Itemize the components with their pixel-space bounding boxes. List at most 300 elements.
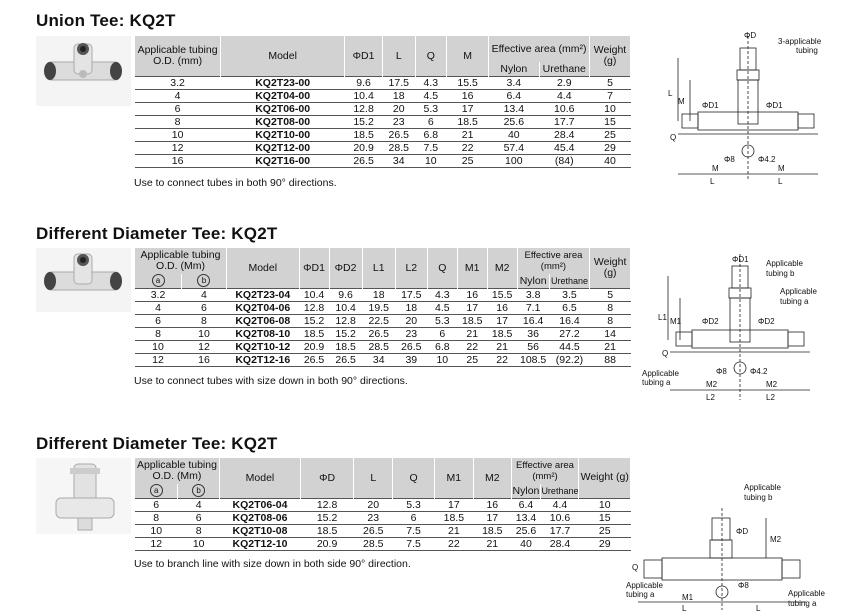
table-cell: (84) <box>539 154 589 167</box>
header-a-cell <box>135 484 178 498</box>
header-tubing: Applicable tubing O.D. (Mm) <box>135 458 220 484</box>
table-cell: 10 <box>135 128 221 141</box>
model-cell: KQ2T04-00 <box>221 89 345 102</box>
table-cell: 23 <box>354 511 393 524</box>
table-cell: 15.5 <box>447 76 489 89</box>
table-cell: 4.3 <box>415 76 447 89</box>
label-tubing-a-2: tubing a <box>642 378 671 387</box>
table-cell: 40 <box>489 128 539 141</box>
header-b-cell <box>178 484 219 498</box>
header-urethane: Urethane <box>549 274 590 288</box>
dim-q: Q <box>632 563 639 572</box>
header-d2: ΦD2 <box>329 248 362 288</box>
header-m2: M2 <box>487 248 517 288</box>
table-cell: 17 <box>447 102 489 115</box>
table-cell: 17.7 <box>539 115 589 128</box>
table-cell: 18.5 <box>301 524 354 537</box>
table-cell: 6 <box>135 102 221 115</box>
header-l: L <box>382 36 415 76</box>
table-cell: 6.5 <box>549 301 590 314</box>
table-cell: 13.4 <box>489 102 539 115</box>
model-cell: KQ2T08-10 <box>226 327 299 340</box>
dim-d1-left: ΦD1 <box>702 101 719 110</box>
table-cell: 36 <box>517 327 549 340</box>
table-cell: 12 <box>182 340 227 353</box>
table-cell: 20 <box>354 498 393 511</box>
model-cell: KQ2T08-00 <box>221 115 345 128</box>
table-cell: 17 <box>457 301 487 314</box>
table-cell: 28.4 <box>541 537 579 550</box>
dim-q: Q <box>662 349 669 358</box>
table-cell: 20 <box>395 314 427 327</box>
table-cell: 27.2 <box>549 327 590 340</box>
table-cell: 7.1 <box>517 301 549 314</box>
table-cell: 25 <box>589 128 630 141</box>
table-cell: 9.6 <box>345 76 383 89</box>
table-cell: 17 <box>474 511 511 524</box>
table-cell: 25 <box>579 524 631 537</box>
label-tubing-b: tubing b <box>766 269 795 278</box>
table-row <box>135 288 631 301</box>
header-tubing: Applicable tubing O.D. (mm) <box>135 36 221 76</box>
header-weight: Weight (g) <box>590 248 631 288</box>
table-cell: 10 <box>135 340 182 353</box>
table-cell: 10.4 <box>345 89 383 102</box>
table-cell: 18.5 <box>474 524 511 537</box>
table-row <box>135 537 631 550</box>
table-row <box>135 76 631 89</box>
table-cell: 26.5 <box>299 353 329 366</box>
table-row <box>135 89 631 102</box>
table-cell: 20 <box>382 102 415 115</box>
table-row <box>135 141 631 154</box>
table-cell: 10 <box>182 327 227 340</box>
table-cell: 18 <box>395 301 427 314</box>
usage-note: Use to connect tubes with size down in both 90° directions. <box>134 375 408 387</box>
table-cell: 28.5 <box>382 141 415 154</box>
table-cell: 15.2 <box>299 314 329 327</box>
dim-l1: L1 <box>658 313 667 322</box>
table-cell: 8 <box>590 301 631 314</box>
table-cell: 15.2 <box>329 327 362 340</box>
header-d1: ΦD1 <box>299 248 329 288</box>
table-cell: 8 <box>135 327 182 340</box>
table-cell: 10 <box>579 498 631 511</box>
table-cell: 6.4 <box>511 498 541 511</box>
usage-note: Use to branch line with size down in both side 90° direction. <box>134 558 411 570</box>
table-cell: 6 <box>393 511 434 524</box>
table-cell: 17.5 <box>382 76 415 89</box>
header-l1: L1 <box>362 248 395 288</box>
table-cell: 17 <box>487 314 517 327</box>
table-cell: 3.2 <box>135 76 221 89</box>
table-cell: 4.4 <box>541 498 579 511</box>
header-b-cell <box>182 274 227 288</box>
table-cell: 3.2 <box>135 288 182 301</box>
label-tubing-a-2: tubing a <box>788 599 817 608</box>
table-cell: 12.8 <box>299 301 329 314</box>
table-row <box>135 498 631 511</box>
product-photo <box>36 36 131 106</box>
table-cell: 7 <box>589 89 630 102</box>
header-q: Q <box>393 458 434 498</box>
table-cell: 16 <box>447 89 489 102</box>
table-cell: 18.5 <box>329 340 362 353</box>
table-cell: 13.4 <box>511 511 541 524</box>
table-cell: (92.2) <box>549 353 590 366</box>
header-model: Model <box>219 458 300 498</box>
table-cell: 22 <box>487 353 517 366</box>
table-row <box>135 340 631 353</box>
table-cell: 6 <box>415 115 447 128</box>
table-cell: 21 <box>447 128 489 141</box>
model-cell: KQ2T23-00 <box>221 76 345 89</box>
table-cell: 25 <box>447 154 489 167</box>
table-cell: 8 <box>135 115 221 128</box>
table-cell: 26.5 <box>395 340 427 353</box>
table-cell: 29 <box>589 141 630 154</box>
table-cell: 2.9 <box>539 76 589 89</box>
table-cell: 16 <box>135 154 221 167</box>
table-cell: 10 <box>427 353 457 366</box>
table-row <box>135 301 631 314</box>
table-row <box>135 154 631 167</box>
header-urethane: Urethane <box>539 62 589 76</box>
table-cell: 4.3 <box>427 288 457 301</box>
dim-m2-left: M2 <box>706 380 718 389</box>
section-title: Different Diameter Tee: KQ2T <box>36 224 278 243</box>
table-cell: 26.5 <box>345 154 383 167</box>
circle-b-label: b <box>192 484 205 497</box>
dim-m2-right: M2 <box>766 380 778 389</box>
dim-l-left: L <box>682 604 687 613</box>
table-cell: 18 <box>362 288 395 301</box>
table-cell: 5 <box>589 76 630 89</box>
table-row <box>135 128 631 141</box>
table-cell: 18.5 <box>487 327 517 340</box>
table-cell: 26.5 <box>382 128 415 141</box>
model-cell: KQ2T16-00 <box>221 154 345 167</box>
header-a-cell <box>135 274 182 288</box>
header-effective-area: Effective area (mm²) <box>489 36 590 62</box>
table-cell: 25 <box>457 353 487 366</box>
table-cell: 10.6 <box>539 102 589 115</box>
model-cell: KQ2T10-08 <box>219 524 300 537</box>
header-l: L <box>354 458 393 498</box>
table-cell: 26.5 <box>362 327 395 340</box>
header-effective-area: Effective area (mm²) <box>517 248 590 274</box>
table-cell: 18.5 <box>299 327 329 340</box>
table-cell: 15.2 <box>301 511 354 524</box>
table-cell: 22.5 <box>362 314 395 327</box>
diff-tee-photo-icon <box>36 248 131 312</box>
table-cell: 6 <box>178 511 219 524</box>
header-m1: M1 <box>434 458 473 498</box>
model-cell: KQ2T06-08 <box>226 314 299 327</box>
branch-tee-table <box>134 458 631 551</box>
table-cell: 17 <box>434 498 473 511</box>
table-cell: 6.8 <box>427 340 457 353</box>
circle-b-label: b <box>197 274 210 287</box>
diff-tee-drawing <box>640 250 820 410</box>
header-effective-area: Effective area (mm²) <box>511 458 579 484</box>
table-row <box>135 314 631 327</box>
product-photo <box>36 458 131 534</box>
dim-l-vertical: L <box>668 89 673 98</box>
table-cell: 5.3 <box>415 102 447 115</box>
dim-q: Q <box>670 133 677 142</box>
table-row <box>135 353 631 366</box>
table-cell: 10 <box>135 524 178 537</box>
table-cell: 20.9 <box>301 537 354 550</box>
model-cell: KQ2T12-10 <box>219 537 300 550</box>
table-cell: 39 <box>395 353 427 366</box>
table-cell: 22 <box>434 537 473 550</box>
table-cell: 28.5 <box>354 537 393 550</box>
table-cell: 34 <box>382 154 415 167</box>
table-cell: 12 <box>135 141 221 154</box>
header-nylon: Nylon <box>517 274 549 288</box>
header-d: ΦD <box>301 458 354 498</box>
table-cell: 29 <box>579 537 631 550</box>
dim-d: ΦD <box>744 31 757 40</box>
table-cell: 6.8 <box>415 128 447 141</box>
dim-m2: M2 <box>770 535 782 544</box>
table-cell: 12 <box>135 353 182 366</box>
table-cell: 8 <box>590 314 631 327</box>
table-cell: 56 <box>517 340 549 353</box>
table-cell: 20.9 <box>345 141 383 154</box>
table-cell: 4.5 <box>427 301 457 314</box>
table-cell: 3.8 <box>517 288 549 301</box>
table-cell: 9.6 <box>329 288 362 301</box>
dim-d-top: ΦD <box>736 527 749 536</box>
table-cell: 44.5 <box>549 340 590 353</box>
table-cell: 6 <box>135 498 178 511</box>
header-model: Model <box>226 248 299 288</box>
table-cell: 26.5 <box>354 524 393 537</box>
table-cell: 4 <box>178 498 219 511</box>
dim-m-vertical: M <box>678 97 685 106</box>
header-q: Q <box>427 248 457 288</box>
table-cell: 12 <box>135 537 178 550</box>
table-cell: 10 <box>415 154 447 167</box>
header-weight: Weight (g) <box>579 458 631 498</box>
table-cell: 15 <box>589 115 630 128</box>
dim-phi8: Φ8 <box>738 581 749 590</box>
dim-l-left: L <box>710 177 715 186</box>
table-cell: 5.3 <box>427 314 457 327</box>
table-cell: 28.5 <box>362 340 395 353</box>
model-cell: KQ2T08-06 <box>219 511 300 524</box>
table-cell: 16 <box>182 353 227 366</box>
table-cell: 25.6 <box>489 115 539 128</box>
table-cell: 10 <box>589 102 630 115</box>
dim-phi42: Φ4.2 <box>758 155 776 164</box>
table-cell: 7.5 <box>393 537 434 550</box>
table-cell: 18.5 <box>345 128 383 141</box>
branch-tee-drawing <box>626 484 836 614</box>
model-cell: KQ2T10-12 <box>226 340 299 353</box>
table-cell: 12.8 <box>329 314 362 327</box>
table-cell: 28.4 <box>539 128 589 141</box>
table-cell: 4 <box>135 89 221 102</box>
table-cell: 18.5 <box>447 115 489 128</box>
table-cell: 22 <box>447 141 489 154</box>
header-nylon: Nylon <box>512 484 540 497</box>
header-d1: ΦD1 <box>345 36 383 76</box>
section-title: Different Diameter Tee: KQ2T <box>36 434 278 453</box>
dim-l2-left: L2 <box>706 393 715 402</box>
table-cell: 21 <box>487 340 517 353</box>
label-applicable-2: Applicable <box>780 287 817 296</box>
table-cell: 7.5 <box>415 141 447 154</box>
table-cell: 88 <box>590 353 631 366</box>
header-q: Q <box>415 36 447 76</box>
table-cell: 10.6 <box>541 511 579 524</box>
table-cell: 15.2 <box>345 115 383 128</box>
table-cell: 26.5 <box>329 353 362 366</box>
dim-l-right: L <box>778 177 783 186</box>
dim-d2-right: ΦD2 <box>758 317 775 326</box>
table-cell: 8 <box>135 511 178 524</box>
table-cell: 10 <box>178 537 219 550</box>
dim-phi8: Φ8 <box>724 155 735 164</box>
label-applicable: Applicable <box>744 484 781 492</box>
table-cell: 40 <box>511 537 541 550</box>
table-cell: 5.3 <box>393 498 434 511</box>
dim-m-right: M <box>778 164 785 173</box>
circle-a-label: a <box>152 274 165 287</box>
dim-d1: ΦD1 <box>732 255 749 264</box>
label-applicable: Applicable <box>766 259 803 268</box>
label-applicable-3: Applicable <box>642 369 679 378</box>
label-tubing-a: tubing a <box>780 297 809 306</box>
table-cell: 21 <box>590 340 631 353</box>
table-row <box>135 115 631 128</box>
branch-tee-photo-icon <box>36 458 131 534</box>
table-row <box>135 511 631 524</box>
dim-l2-right: L2 <box>766 393 775 402</box>
table-cell: 15.5 <box>487 288 517 301</box>
header-weight: Weight (g) <box>589 36 630 76</box>
header-m1: M1 <box>457 248 487 288</box>
table-cell: 16 <box>457 288 487 301</box>
table-cell: 4 <box>135 301 182 314</box>
table-cell: 18 <box>382 89 415 102</box>
label-applicable: 3-applicable <box>778 37 822 46</box>
dim-m1: M1 <box>670 317 682 326</box>
table-cell: 17.5 <box>395 288 427 301</box>
table-cell: 19.5 <box>362 301 395 314</box>
table-cell: 100 <box>489 154 539 167</box>
table-cell: 16.4 <box>549 314 590 327</box>
table-cell: 4.4 <box>539 89 589 102</box>
table-row <box>135 102 631 115</box>
header-nylon: Nylon <box>489 62 539 76</box>
table-cell: 8 <box>182 314 227 327</box>
table-cell: 12.8 <box>301 498 354 511</box>
table-cell: 21 <box>457 327 487 340</box>
table-cell: 34 <box>362 353 395 366</box>
dim-phi42: Φ4.2 <box>750 367 768 376</box>
table-cell: 57.4 <box>489 141 539 154</box>
table-cell: 40 <box>589 154 630 167</box>
dim-m1: M1 <box>682 593 694 602</box>
table-cell: 25.6 <box>511 524 541 537</box>
table-cell: 45.4 <box>539 141 589 154</box>
dim-m-left: M <box>712 164 719 173</box>
table-cell: 6 <box>135 314 182 327</box>
table-cell: 16.4 <box>517 314 549 327</box>
model-cell: KQ2T10-00 <box>221 128 345 141</box>
model-cell: KQ2T23-04 <box>226 288 299 301</box>
table-cell: 10.4 <box>329 301 362 314</box>
table-cell: 23 <box>395 327 427 340</box>
table-cell: 21 <box>434 524 473 537</box>
dim-d2-left: ΦD2 <box>702 317 719 326</box>
header-tubing: Applicable tubing O.D. (Mm) <box>135 248 227 274</box>
table-cell: 23 <box>382 115 415 128</box>
label-applicable-2: Applicable <box>626 581 663 590</box>
model-cell: KQ2T06-00 <box>221 102 345 115</box>
model-cell: KQ2T12-00 <box>221 141 345 154</box>
table-cell: 15 <box>579 511 631 524</box>
table-cell: 18.5 <box>434 511 473 524</box>
table-cell: 16 <box>474 498 511 511</box>
label-tubing-b: tubing b <box>744 493 773 502</box>
table-cell: 10.4 <box>299 288 329 301</box>
table-cell: 6 <box>182 301 227 314</box>
table-cell: 18.5 <box>457 314 487 327</box>
table-row <box>135 327 631 340</box>
usage-note: Use to connect tubes in both 90° directions. <box>134 177 337 189</box>
label-tubing: tubing <box>796 46 818 55</box>
table-cell: 14 <box>590 327 631 340</box>
diff-tee-table <box>134 248 631 367</box>
product-photo <box>36 248 131 312</box>
header-m2: M2 <box>474 458 511 498</box>
dim-l-right: L <box>756 604 761 613</box>
header-urethane: Urethane <box>541 484 579 498</box>
union-tee-photo-icon <box>36 36 131 106</box>
label-applicable-3: Applicable <box>788 589 825 598</box>
section-title: Union Tee: KQ2T <box>36 11 176 30</box>
header-m: M <box>447 36 489 76</box>
table-cell: 21 <box>474 537 511 550</box>
model-cell: KQ2T12-16 <box>226 353 299 366</box>
table-cell: 20.9 <box>299 340 329 353</box>
table-cell: 4 <box>182 288 227 301</box>
table-cell: 7.5 <box>393 524 434 537</box>
label-tubing-a: tubing a <box>626 590 655 599</box>
table-cell: 3.4 <box>489 76 539 89</box>
dim-phi8: Φ8 <box>716 367 727 376</box>
union-tee-drawing <box>668 28 828 188</box>
union-tee-table <box>134 36 631 168</box>
dim-d1-right: ΦD1 <box>766 101 783 110</box>
header-l2: L2 <box>395 248 427 288</box>
table-row <box>135 524 631 537</box>
table-cell: 6.4 <box>489 89 539 102</box>
table-cell: 16 <box>487 301 517 314</box>
table-cell: 3.5 <box>549 288 590 301</box>
header-model: Model <box>221 36 345 76</box>
table-cell: 108.5 <box>517 353 549 366</box>
table-cell: 5 <box>590 288 631 301</box>
table-cell: 17.7 <box>541 524 579 537</box>
model-cell: KQ2T04-06 <box>226 301 299 314</box>
